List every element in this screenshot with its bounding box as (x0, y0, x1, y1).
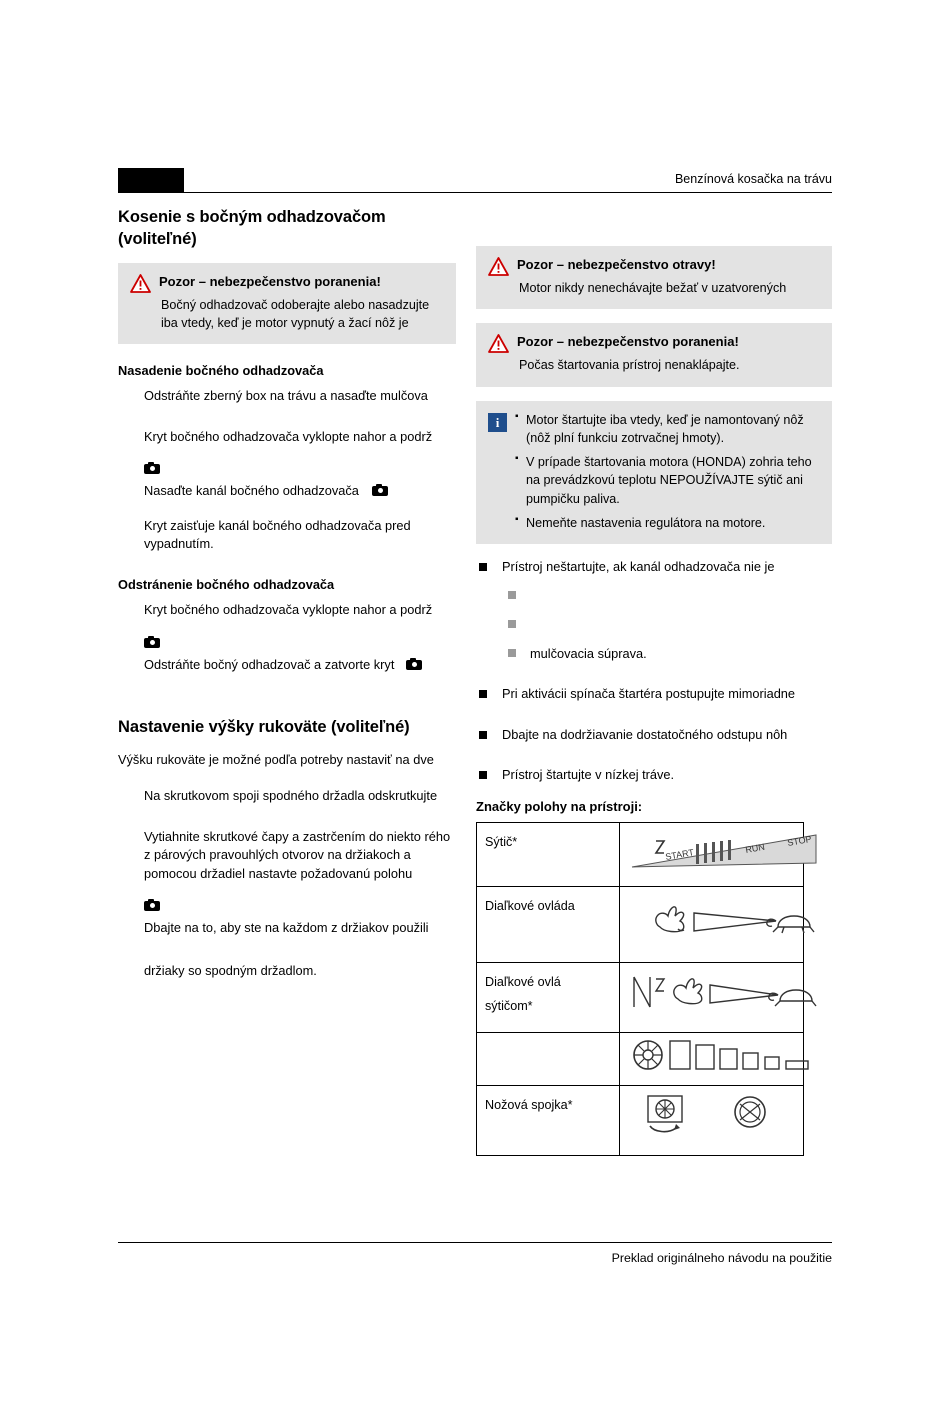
camera-icon (406, 658, 422, 670)
sub-list (502, 587, 832, 664)
symbols-table-title: Značky polohy na prístroji: (476, 798, 643, 814)
table-row (477, 962, 804, 1032)
info-item: ▪ Nemeňte nastavenia regulátora na motore. (515, 514, 820, 532)
warning-box-injury-right (476, 323, 832, 386)
table-cell-label: Diaľkové ovláda (477, 886, 620, 962)
warning-header (130, 273, 444, 292)
list-item: Dbajte na dodržiavanie dostatočného odstupu nôh (476, 726, 832, 745)
footer-text: Preklad originálneho návodu na použitie (611, 1251, 832, 1265)
table-cell-label (477, 962, 620, 1032)
camera-icon (144, 899, 160, 911)
warning-text: Bočný odhadzovač odoberajte alebo nasadzujte iba vtedy, keď je motor vypnutý a žací nôž je (161, 297, 430, 330)
table-cell-graphic-blade-clutch (620, 1086, 804, 1156)
svg-text:RUN: RUN (744, 841, 766, 855)
warning-header (488, 256, 820, 275)
footer-divider (118, 1242, 832, 1243)
step-remove-grassbox: Odstráňte zberný box na trávu a nasaďte mulčova (144, 388, 428, 404)
svg-text:START: START (664, 846, 695, 862)
intro-handle-height: Výšku rukoväte je možné podľa potreby nastaviť na dve (118, 751, 434, 767)
warning-text: Počas štartovania prístroj nenaklápajte. (519, 358, 740, 373)
left-column (118, 206, 456, 1002)
sub-list-item (502, 587, 832, 600)
table-cell-label (477, 1032, 620, 1086)
table-row (477, 1032, 804, 1086)
warning-box-poison (476, 246, 832, 309)
step-insert-channel-text: Nasaďte kanál bočného odhadzovača (144, 483, 359, 499)
list-item: Pri aktivácii spínača štartéra postupujte mimoriadne (476, 685, 832, 704)
warning-triangle-icon (488, 257, 509, 276)
header-title: Benzínová kosačka na trávu (674, 172, 832, 186)
step-unscrew-lower-handle: Na skrutkovom spoji spodného držadla odskrutkujte (144, 788, 438, 804)
info-box-engine-start (476, 401, 832, 545)
table-cell-label-line2: sýtičom* (485, 998, 533, 1013)
camera-icon (144, 462, 160, 474)
rabbit-turtle-graphic (626, 891, 822, 949)
list-item (476, 558, 832, 663)
table-cell-graphic-choke (620, 822, 813, 886)
list-item-text: Prístroj neštartujte, ak kanál odhadzovača nie je (502, 559, 775, 574)
step-cover-secures: Kryt zaisťuje kanál bočného odhadzovača pred vypadnutím. (144, 517, 411, 552)
safety-bullet-list (476, 558, 832, 785)
cutting-height-graphic (626, 1037, 822, 1073)
right-column (476, 240, 832, 1156)
table-row (477, 886, 804, 962)
table-cell-label-line1: Diaľkové ovlá (485, 974, 561, 989)
sub-list-item: mulčovacia súprava. (502, 645, 832, 664)
warning-header (488, 333, 820, 352)
camera-icon (144, 636, 160, 648)
warning-title: Pozor – nebezpečenstvo otravy! (517, 257, 716, 272)
subheading-remove-side-discharge: Odstránenie bočného odhadzovača (118, 577, 335, 593)
warning-triangle-icon (130, 274, 151, 293)
page-title-handle-height: Nastavenie výšky rukoväte (voliteľné) (118, 718, 410, 737)
step-insert-channel (144, 482, 456, 501)
table-row (477, 1086, 804, 1156)
table-cell-graphic-speed (620, 886, 804, 962)
subheading-mount-side-discharge: Nasadenie bočného odhadzovača (118, 363, 324, 379)
camera-ref-1 (144, 460, 456, 478)
blade-clutch-graphic (626, 1090, 822, 1142)
step-holders-with-lower-handle: držiaky so spodným držadlom. (144, 962, 317, 978)
table-row (477, 822, 804, 886)
symbols-table (476, 822, 813, 1157)
header-black-marker (118, 168, 184, 192)
page-title: Kosenie s bočným odhadzovačom (voliteľné) (118, 208, 386, 249)
info-item: ▪ Motor štartujte iba vtedy, keď je namontovaný nôž (nôž plní funkciu zotrvačnej hmoty). (515, 411, 820, 448)
warning-title: Pozor – nebezpečenstvo poranenia! (159, 273, 381, 289)
step-open-cover-2: Kryt bočného odhadzovača vyklopte nahor a podrž (144, 602, 433, 618)
table-cell-label: Nožová spojka* (477, 1086, 620, 1156)
info-list (515, 411, 820, 533)
table-cell-graphic-cutting-height (620, 1032, 804, 1086)
warning-box-injury-left (118, 263, 456, 345)
choke-lever-graphic (626, 827, 822, 873)
step-pull-bolts: Vytiahnite skrutkové čapy a zastrčením do niekto rého z párových pravouhlých otvorov na držiakoch a pomocou držadiel nastavte požadovanú polohu (144, 828, 451, 881)
list-item: Prístroj štartujte v nízkej tráve. (476, 766, 832, 785)
info-item: ▪ V prípade štartovania motora (HONDA) zohria teho na prevádzkovú teplotu NEPOUŽÍVAJTE sýtič ani pumpičku paliva. (515, 453, 820, 508)
camera-ref-3 (144, 897, 456, 915)
warning-triangle-icon (488, 334, 509, 353)
step-remove-and-close-text: Odstráňte bočný odhadzovač a zatvorte kryt (144, 656, 395, 672)
sub-list-item (502, 616, 832, 629)
information-icon: i (488, 413, 507, 432)
svg-text:STOP: STOP (786, 833, 813, 848)
choke-rabbit-turtle-graphic (626, 967, 822, 1019)
step-remove-and-close (144, 656, 456, 675)
table-cell-graphic-choke-speed (620, 962, 804, 1032)
table-cell-label: Sýtič* (477, 822, 620, 886)
header-divider (118, 192, 832, 193)
page-header (118, 168, 832, 194)
step-use-same-holes: Dbajte na to, aby ste na každom z držiakov použili (144, 920, 429, 936)
warning-title: Pozor – nebezpečenstvo poranenia! (517, 334, 739, 350)
camera-ref-2 (144, 634, 456, 652)
step-open-cover-1: Kryt bočného odhadzovača vyklopte nahor a podrž (144, 428, 433, 444)
warning-text: Motor nikdy nenechávajte bežať v uzatvorených (519, 281, 787, 295)
camera-icon (372, 484, 388, 496)
